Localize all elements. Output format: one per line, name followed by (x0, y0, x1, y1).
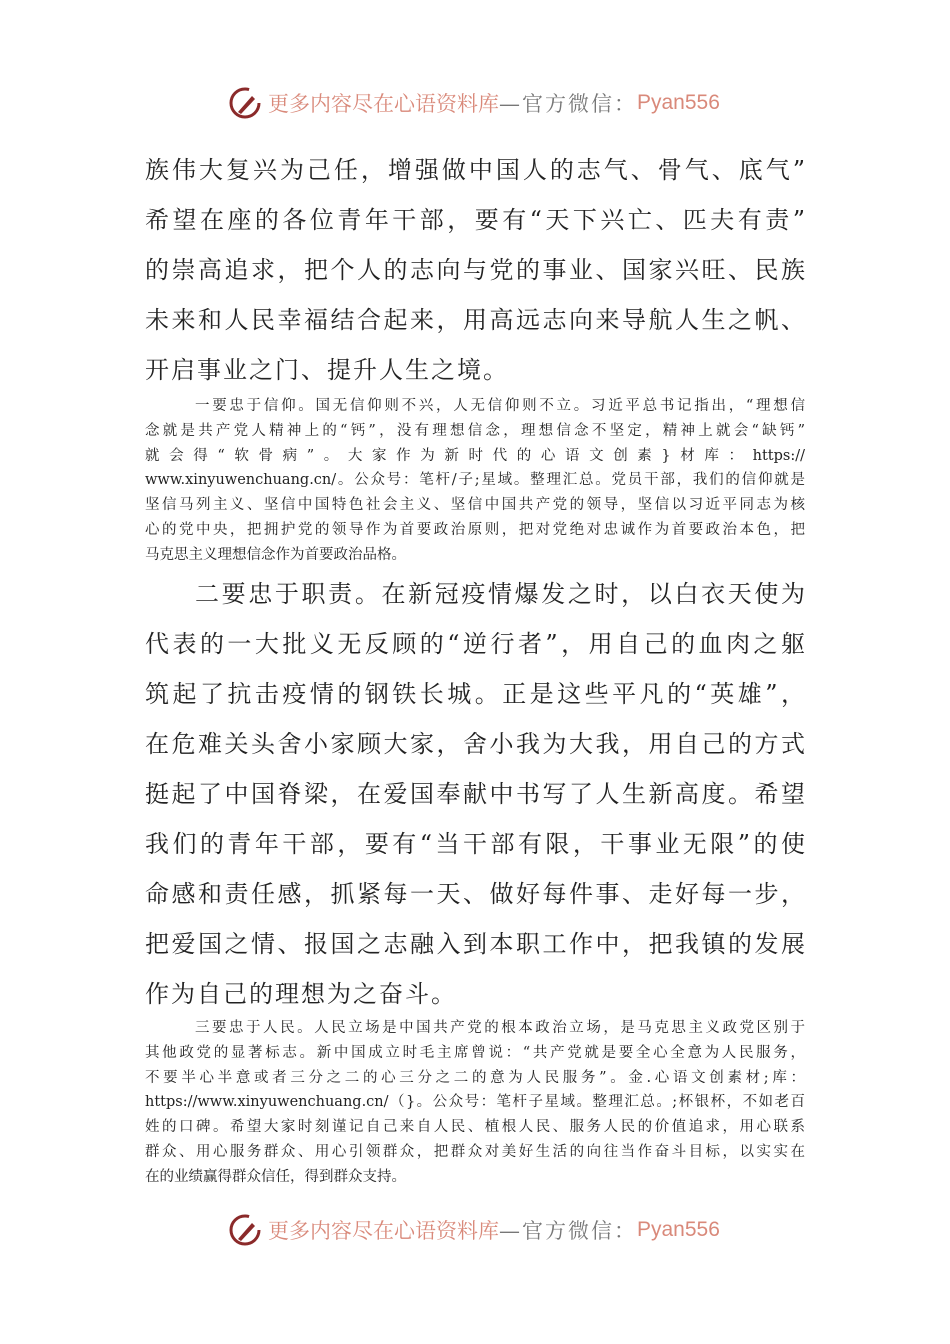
banner-wechat-id: Pyan556 (637, 91, 720, 114)
text-line: 命感和责任感，抓紧每一天、做好每件事、走好每一步， (145, 880, 805, 908)
text-line: 姓的口碑。希望大家时刻谨记自己来自人民、植根人民、服务人民的价值追求，用心联系 (145, 1119, 805, 1136)
text-line: 就会得“软骨病”。大家作为新时代的心语文创素}材库：https:// (145, 447, 805, 464)
text-line: 的崇高追求，把个人的志向与党的事业、国家兴旺、民族 (145, 256, 805, 284)
text-line: 族伟大复兴为己任，增强做中国人的志气、骨气、底气” (145, 156, 805, 184)
text-line: www.xinyuwenchuang.cn/。公众号：笔杆/子;星域。整理汇总。党员干部，我们的信仰就是 (145, 472, 805, 489)
text-line: 在的业绩赢得群众信任，得到群众支持。 (145, 1168, 406, 1185)
footer-banner (228, 1210, 728, 1250)
text-line: 二要忠于职责。在新冠疫情爆发之时，以白衣天使为 (195, 580, 805, 608)
pen-logo-icon (228, 1213, 262, 1247)
banner-text: 更多内容尽在心语资料库 (268, 92, 499, 116)
paragraph-3 (145, 569, 805, 1019)
text-line: 我们的青年干部，要有“当干部有限，干事业无限”的使 (145, 830, 805, 858)
text-line: 其他政党的显著标志。新中国成立时毛主席曾说：“共产党就是要全心全意为人民服务， (145, 1044, 805, 1061)
banner-wechat-id: Pyan556 (637, 1218, 720, 1241)
text-line: 群众、用心服务群众、用心引领群众，把群众对美好生活的向往当作奋斗目标，以实实在 (145, 1143, 805, 1160)
pen-logo-icon (228, 86, 262, 120)
paragraph-1 (145, 145, 805, 395)
text-line: 坚信马列主义、坚信中国特色社会主义、坚信中国共产党的领导，坚信以习近平同志为核 (145, 497, 805, 514)
banner-text: 更多内容尽在心语资料库 (268, 1219, 499, 1243)
text-line: 念就是共产党人精神上的“钙”，没有理想信念，理想信念不坚定，精神上就会“缺钙” (145, 422, 805, 439)
text-line: 希望在座的各位青年干部，要有“天下兴亡、匹夫有责” (145, 206, 805, 234)
text-line: 把爱国之情、报国之志融入到本职工作中，把我镇的发展 (145, 930, 805, 958)
banner-wechat-label: —官方微信： (499, 1219, 637, 1243)
text-line: 三要忠于人民。人民立场是中国共产党的根本政治立场，是马克思主义政党区别于 (195, 1020, 805, 1036)
header-banner (228, 83, 728, 123)
banner-wechat-label: —官方微信： (499, 92, 637, 116)
paragraph-4 (145, 1016, 805, 1190)
text-line: 代表的一大批义无反顾的“逆行者”，用自己的血肉之躯 (145, 630, 805, 658)
text-line: 挺起了中国脊梁，在爱国奉献中书写了人生新高度。希望 (145, 780, 805, 808)
paragraph-2 (145, 394, 805, 568)
text-line: 一要忠于信仰。国无信仰则不兴，人无信仰则不立。习近平总书记指出，“理想信 (195, 398, 805, 414)
text-line: 在危难关头舍小家顾大家，舍小我为大我，用自己的方式 (145, 730, 805, 758)
text-line: 心的党中央，把拥护党的领导作为首要政治原则，把对党绝对忠诚作为首要政治本色，把 (145, 521, 805, 538)
text-line: 开启事业之门、提升人生之境。 (145, 356, 509, 384)
text-line: 马克思主义理想信念作为首要政治品格。 (145, 546, 406, 563)
text-line: 筑起了抗击疫情的钢铁长城。正是这些平凡的“英雄”， (145, 680, 805, 708)
text-line: 不要半心半意或者三分之二的心三分之二的意为人民服务”。金.心语文创素材;库： (145, 1069, 805, 1086)
text-line: 未来和人民幸福结合起来，用高远志向来导航人生之帆、 (145, 306, 805, 334)
text-line: 作为自己的理想为之奋斗。 (145, 980, 457, 1008)
text-line: https://www.xinyuwenchuang.cn/（}。公众号：笔杆子星域。整理汇总。;杯银杯，不如老百 (145, 1094, 805, 1111)
